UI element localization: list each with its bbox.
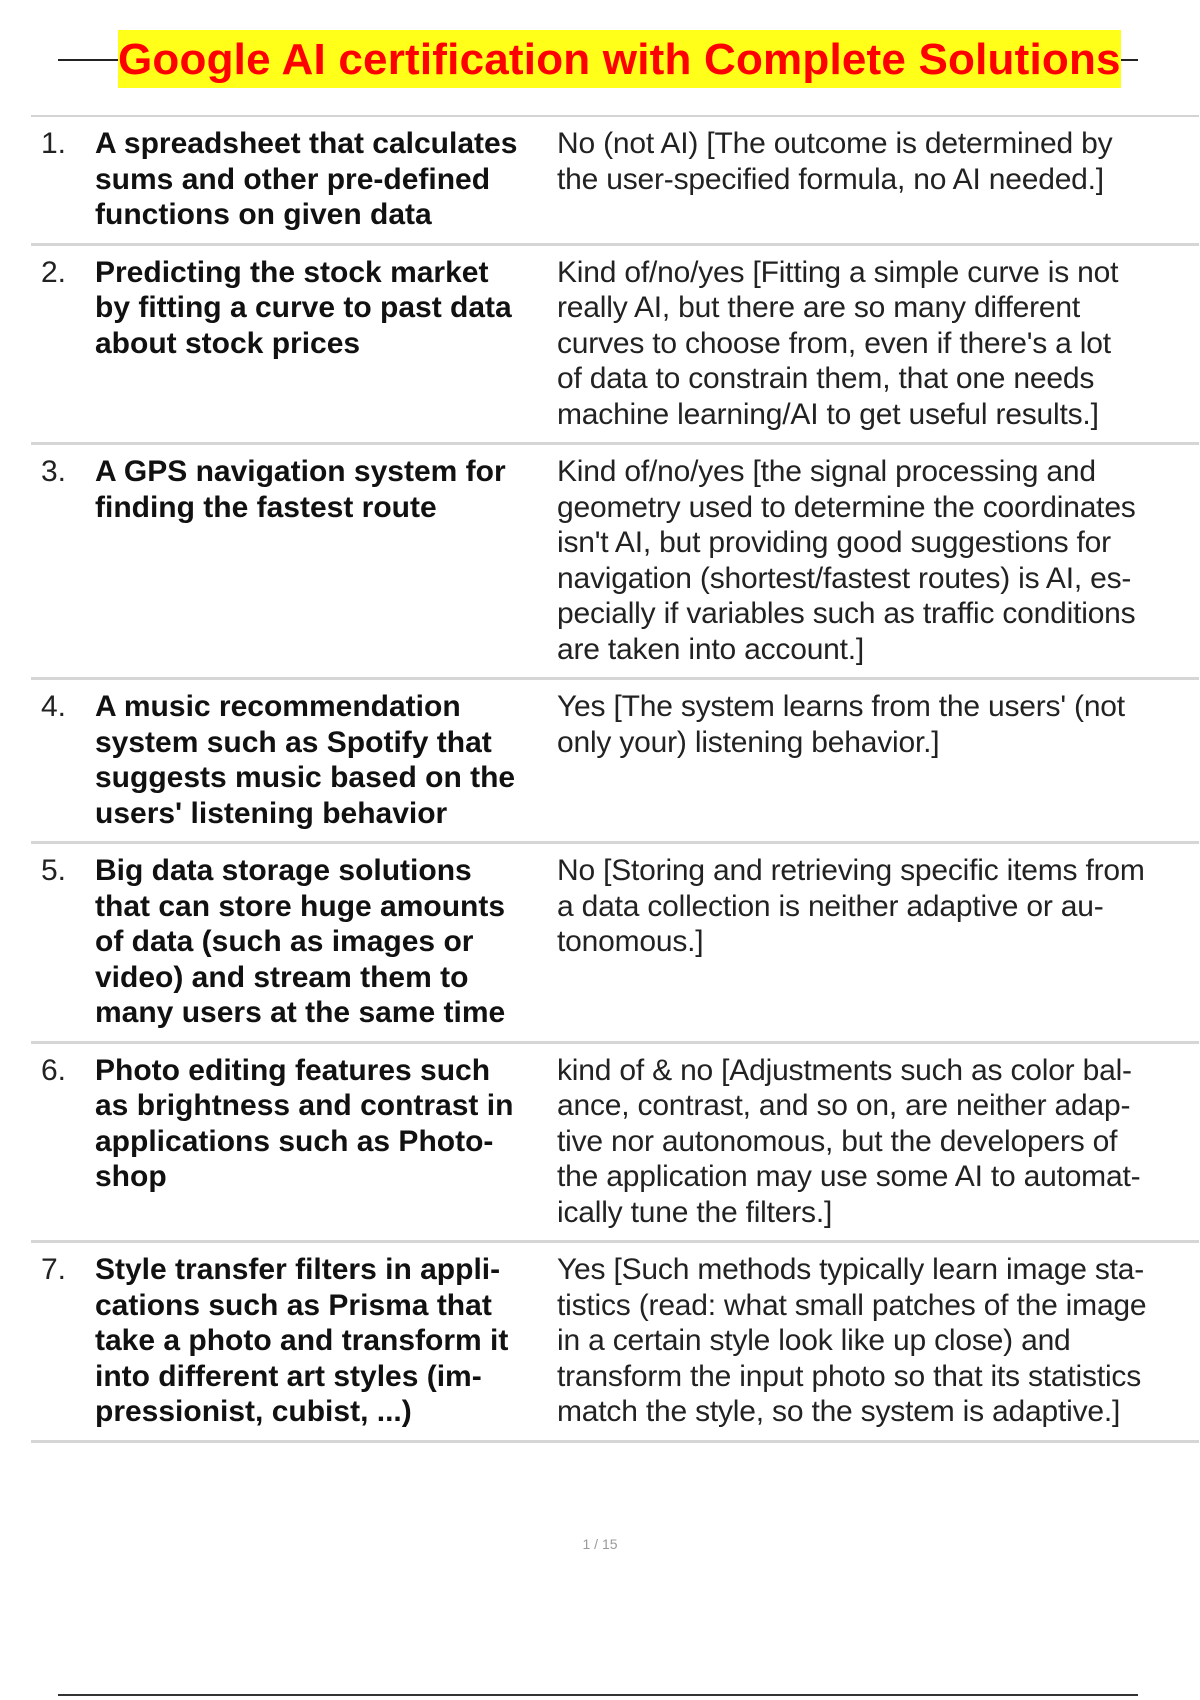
item-question: Style transfer filters in appli- cations such as Prisma that take a photo and transform it into different art styles (im- pressionist, cubist, ...): [95, 1253, 509, 1428]
item-question: A spreadsheet that calculates sums and other pre-defined functions on given data: [95, 127, 518, 231]
qa-row: [31, 246, 1199, 446]
page-number: 1 / 15: [582, 1536, 618, 1552]
qa-row: [31, 117, 1199, 246]
qa-row: [31, 680, 1199, 844]
item-answer: Kind of/no/yes [Fitting a simple curve is not really AI, but there are so many different curves to choose from, even if there's a lot of data to constrain them, that one needs machine learning/AI to get useful results.]: [557, 255, 1119, 431]
item-question: A GPS navigation system for finding the fastest route: [95, 455, 506, 524]
item-answer: No [Storing and retrieving specific items from a data collection is neither adaptive or au- tonomous.]: [557, 854, 1145, 958]
qa-list: [31, 115, 1199, 1443]
document-title: Google AI certification with Complete Solutions: [118, 30, 1121, 88]
item-answer: No (not AI) [The outcome is determined by the user-specified formula, no AI needed.]: [557, 127, 1113, 196]
item-number: 5.: [41, 854, 67, 887]
item-answer: kind of & no [Adjustments such as color bal- ance, contrast, and so on, are neither adap- tive nor autonomous, but the developers of the application may use some AI to automat- ically tune the filters.]: [557, 1053, 1141, 1229]
item-answer: Kind of/no/yes [the signal processing and geometry used to determine the coordinates isn't AI, but providing good suggestions for navigation (shortest/fastest routes) is AI, es- pecially if variables such as traffic conditions are taken into account.]: [557, 455, 1136, 666]
item-question: Photo editing features such as brightness and contrast in applications such as Photo- shop: [95, 1053, 514, 1193]
item-question: A music recommendation system such as Spotify that suggests music based on the users' listening behavior: [95, 690, 516, 830]
item-question: Predicting the stock market by fitting a curve to past data about stock prices: [95, 255, 512, 360]
qa-row: [31, 844, 1199, 1044]
item-number: 4.: [41, 690, 67, 723]
qa-row: [31, 1243, 1199, 1443]
item-number: 7.: [41, 1253, 67, 1286]
qa-row: [31, 445, 1199, 680]
item-number: 6.: [41, 1053, 67, 1087]
item-number: 3.: [41, 455, 67, 488]
qa-row: [31, 1044, 1199, 1244]
item-number: 2.: [41, 255, 67, 289]
bottom-rule: [58, 1694, 1138, 1696]
item-answer: Yes [The system learns from the users' (not only your) listening behavior.]: [557, 690, 1125, 759]
item-answer: Yes [Such methods typically learn image sta- tistics (read: what small patches of the image in a certain style look like up close) and transform the input photo so that its statistics match the style, so the system is adaptive.]: [557, 1253, 1147, 1428]
document-title-row: [58, 30, 1138, 90]
item-question: Big data storage solutions that can store huge amounts of data (such as images or video) and stream them to many users at the same time: [95, 854, 506, 1029]
item-number: 1.: [41, 127, 67, 160]
